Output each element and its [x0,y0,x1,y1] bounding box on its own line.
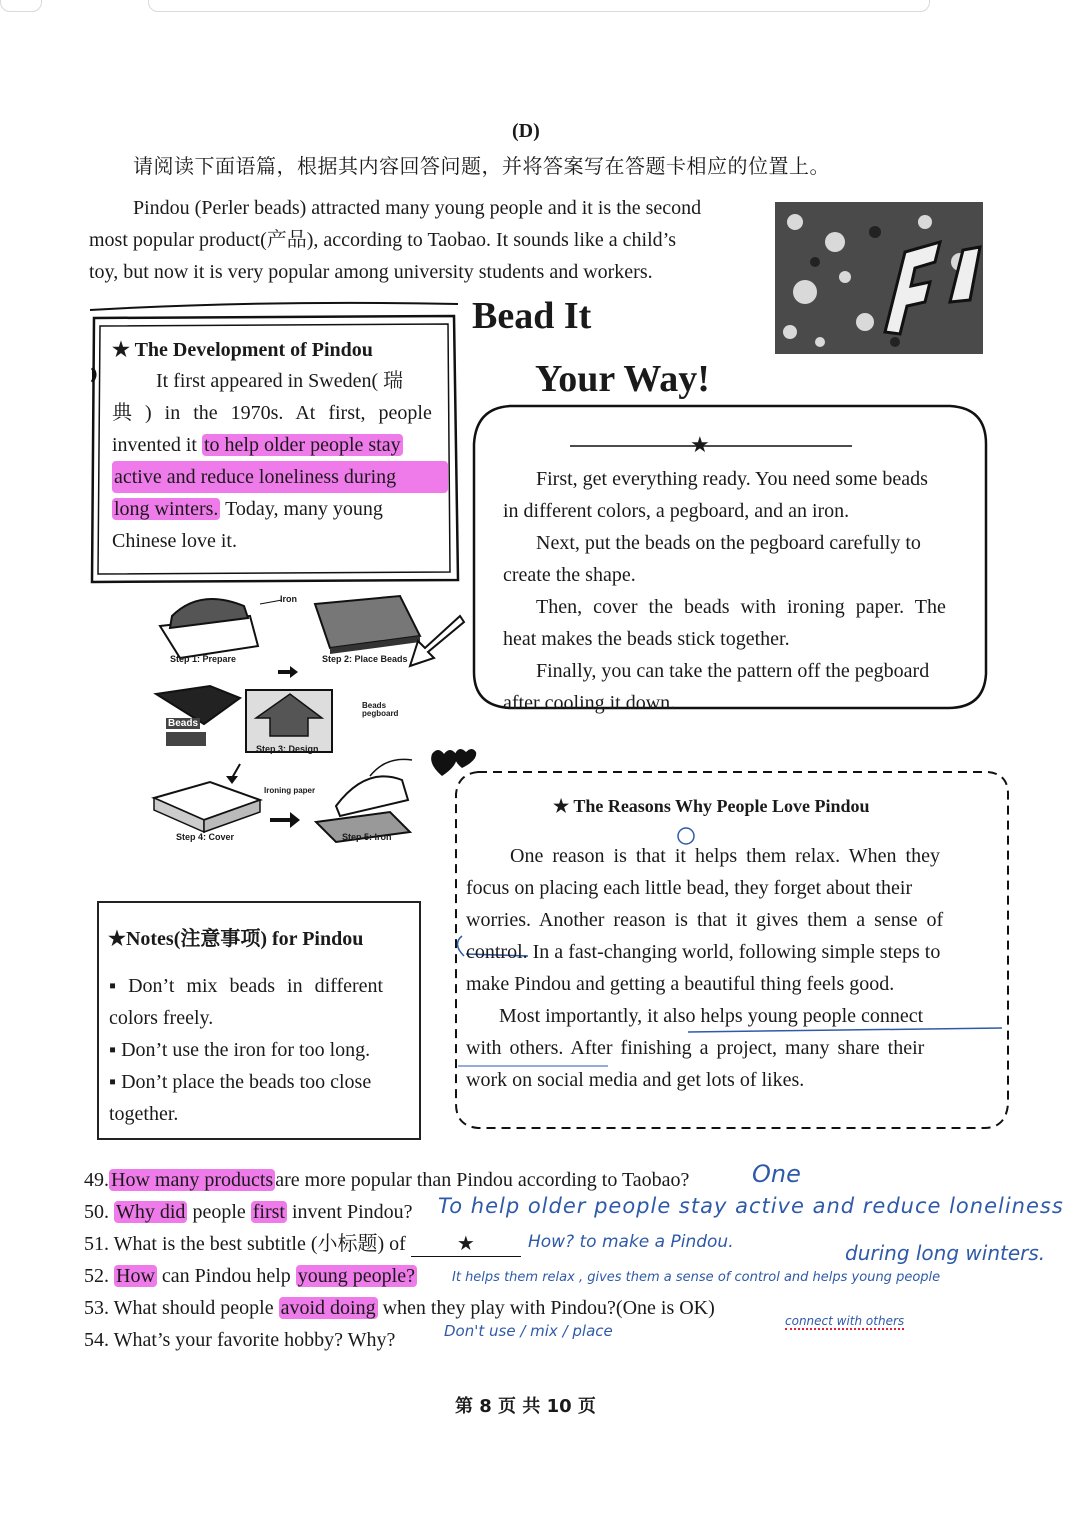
beads-pile-icon [156,686,240,746]
diagram-paper-label: Ironing paper [264,786,316,795]
diagram-step-4: Step 4: Cover [176,832,235,842]
iron-on-board-icon [316,759,412,842]
reasons-line-2: focus on placing each little bead, they forget about their [466,877,913,899]
development-line-5: long winters. Today, many young [114,498,383,520]
arrow-right-icon-2 [270,812,300,828]
diagram-step-2: Step 2: Place Beads [322,654,408,664]
step-para-1b: in different colors, a pegboard, and an iron. [503,500,850,522]
step-para-1a: First, get everything ready. You need some beads [536,468,928,490]
iron-icon [160,599,258,658]
reasons-line-3: worries. Another reason is that it gives them a sense of [466,909,944,931]
step-para-4a: Finally, you can take the pattern off the pegboard [536,660,930,682]
answer-50-line-1: To help older people stay active and reduce loneliness [438,1194,1064,1218]
arrow-down-icon [226,764,240,784]
diagram-step-5: Step 5: Iron [342,832,392,842]
browser-top-strip [0,0,1080,14]
bullet-icon: ▪ [109,1039,122,1061]
star-icon: ★ [108,928,126,950]
diagram-step-3: Step 3: Design [256,744,319,754]
question-54: 54. What’s your favorite hobby? Why? [84,1329,396,1351]
section-label: (D) [512,120,540,142]
arrow-right-icon [278,666,298,678]
development-line-4: active and reduce loneliness during [112,461,442,493]
address-pill[interactable] [148,0,930,12]
reasons-line-6: Most importantly, it also helps young people connect [499,1005,924,1027]
title-line-2: Your Way! [535,358,710,400]
star-icon: ★ [112,339,135,361]
intro-line-2: most popular product(产品), according to Taobao. It sounds like a child’s [89,229,677,251]
reasons-line-7: with others. After finishing a project, many share their [466,1037,925,1059]
step-para-4b: after cooling it down. [503,692,676,714]
development-line-6: Chinese love it. [112,530,237,552]
section-instruction: 请阅读下面语篇，根据其内容回答问题，并将答案写在答题卡相应的位置上。 [133,154,830,178]
reasons-line-1: One reason is that it helps them relax. When they [510,845,940,867]
step-para-2b: create the shape. [503,564,636,586]
diagram-iron-label: Iron [280,594,297,604]
pindou-photo [775,202,983,354]
step-para-2a: Next, put the beads on the pegboard carefully to [536,532,921,554]
step-para-3b: heat makes the beads stick together. [503,628,790,650]
reasons-line-4: control. In a fast-changing world, following simple steps to [466,941,941,963]
answer-51: How? to make a Pindou. [528,1232,734,1252]
star-icon: ★ [553,796,574,816]
steps-star-icon: ★ [690,432,710,457]
photo-art [775,202,983,354]
answer-53: Don't use / mix / place [444,1322,613,1340]
notes-list [109,970,404,1130]
answer-50-line-2: during long winters. [845,1241,1046,1265]
development-line-2: 典 ) in the 1970s. At first, people [112,402,432,424]
development-heading: ★ The Development of Pindou [112,339,373,361]
bullet-icon: ▪ [109,1071,122,1093]
question-52: 52. How can Pindou help young people? [84,1265,415,1287]
development-box [112,335,442,557]
question-53: 53. What should people avoid doing when they play with Pindou?(One is OK) [84,1297,715,1319]
note-1b: colors freely. [109,1007,214,1029]
note-3a: ▪ Don’t place the beads too close [109,1071,372,1093]
diagram-step-1: Step 1: Prepare [170,654,237,664]
reasons-heading: ★ The Reasons Why People Love Pindou [553,796,870,816]
bullet-icon: ▪ [109,975,129,997]
reasons-line-5: make Pindou and getting a beautiful thing feels good. [466,973,895,995]
page-footer: 第 8 页 共 10 页 [455,1396,596,1417]
development-line-3: invented it to help older people stay [112,434,401,456]
tab-pill[interactable] [0,0,42,12]
pegboard-icon [315,596,420,654]
step-para-3a: Then, cover the beads with ironing paper. The [536,596,946,618]
development-line-1: It first appeared in Sweden( 瑞 [156,370,404,392]
reasons-body [466,840,986,1096]
arrow-down-left-icon [410,616,464,666]
answer-49: One [752,1160,801,1188]
diagram-pegboard-label: Beads pegboard [362,701,399,718]
ironing-paper-icon [154,782,260,832]
steps-box [503,463,971,719]
question-49: 49. How many products are more popular than Pindou according to Taobao? [84,1169,690,1191]
design-board-icon [246,690,332,752]
note-3b: together. [109,1103,179,1125]
answer-52-line-1: It helps them relax , gives them a sense of control and helps young people [452,1270,941,1285]
intro-line-3: toy, but now it is very popular among university students and workers. [89,261,653,283]
question-50: 50. Why did people first invent Pindou? [84,1201,413,1223]
note-1a: ▪ Don’t mix beads in different [109,975,384,997]
intro-line-1: Pindou (Perler beads) attracted many young people and it is the second [133,197,702,219]
title-line-1: Bead It [472,295,592,337]
reasons-line-8: work on social media and get lots of likes. [466,1069,805,1091]
diagram-beads-label: Beads [168,718,199,729]
notes-heading: ★Notes(注意事项) for Pindou [108,928,364,950]
exam-page [0,14,1080,1514]
question-51: 51. What is the best subtitle (小标题) of ★ [84,1228,804,1260]
answer-52-line-2: connect with others [785,1314,905,1328]
note-2: ▪ Don’t use the iron for too long. [109,1039,371,1061]
